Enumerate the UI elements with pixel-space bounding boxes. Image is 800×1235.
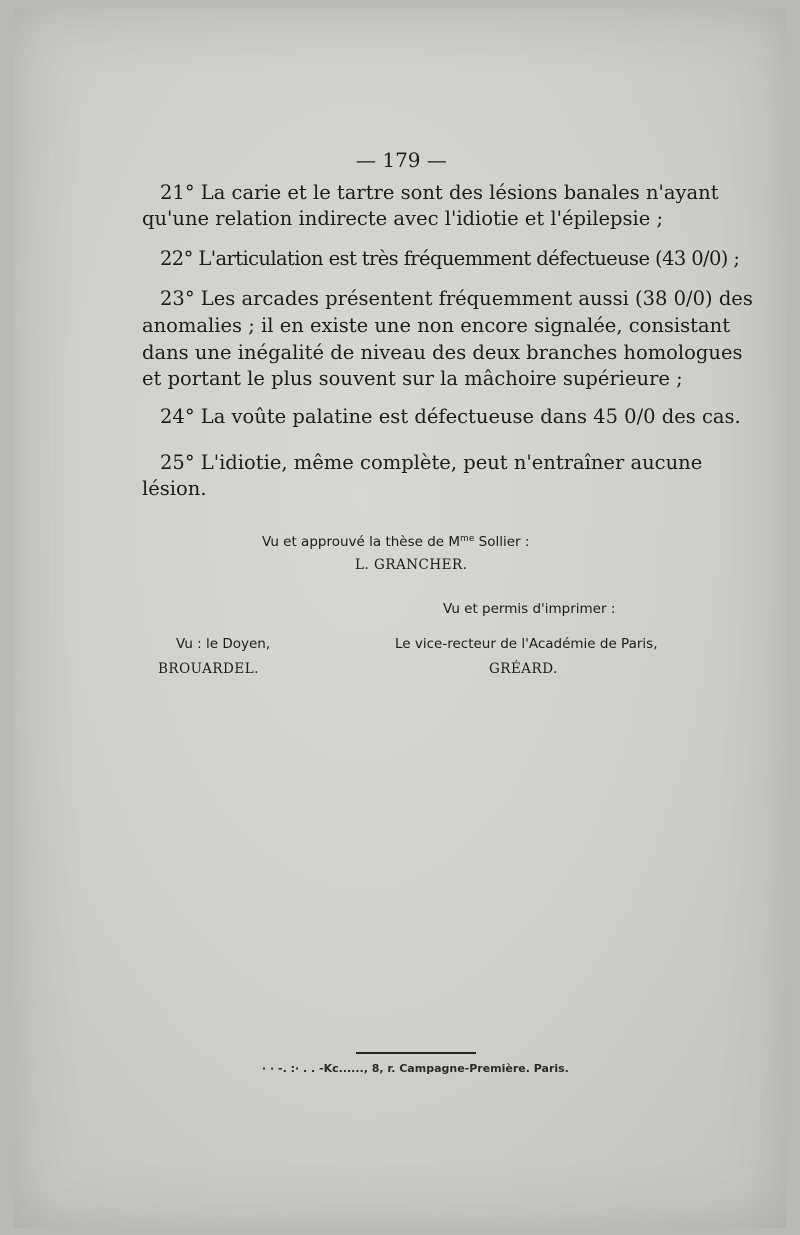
dean-statement: Vu : le Doyen, (176, 636, 271, 652)
approval-superscript: me (460, 534, 475, 544)
signatory-grancher: L. GRANCHER. (355, 557, 468, 573)
conclusion-21-line-2: qu'une relation indirecte avec l'idiotie et l'épilepsie ; (142, 207, 664, 230)
conclusion-23-line-1: 23° Les arcades présentent fréquemment aussi (38 0/0) des (160, 287, 753, 310)
conclusion-25-line-2: lésion. (142, 477, 207, 500)
page-number: — 179 — (356, 148, 447, 172)
conclusion-25-line-1: 25° L'idiotie, même complète, peut n'entraîner aucune (160, 451, 703, 474)
conclusion-21-line-1: 21° La carie et le tartre sont des lésions banales n'ayant (160, 181, 719, 204)
conclusion-23-line-2: anomalies ; il en existe une non encore signalée, consistant (142, 314, 731, 337)
signatory-greard: GRÉARD. (489, 661, 558, 677)
conclusion-23-line-3: dans une inégalité de niveau des deux branches homologues (142, 341, 743, 364)
conclusion-22-line-1: 22° L'articulation est très fréquemment défectueuse (43 0/0) ; (160, 247, 740, 270)
conclusion-23-line-4: et portant le plus souvent sur la mâchoire supérieure ; (142, 367, 683, 390)
permission-statement: Vu et permis d'imprimer : (443, 601, 616, 617)
vice-rector-statement: Le vice-recteur de l'Académie de Paris, (395, 636, 658, 652)
approval-text-pre: Vu et approuvé la thèse de M (262, 534, 461, 550)
printer-rule-divider (356, 1052, 476, 1054)
approval-text-post: Sollier : (474, 534, 530, 550)
printer-imprint: · · -. :· . . -Kc......, 8, r. Campagne-Première. Paris. (262, 1062, 569, 1075)
conclusion-24-line-1: 24° La voûte palatine est défectueuse dans 45 0/0 des cas. (160, 405, 741, 428)
signatory-brouardel: BROUARDEL. (158, 661, 259, 677)
approval-statement (262, 534, 529, 550)
